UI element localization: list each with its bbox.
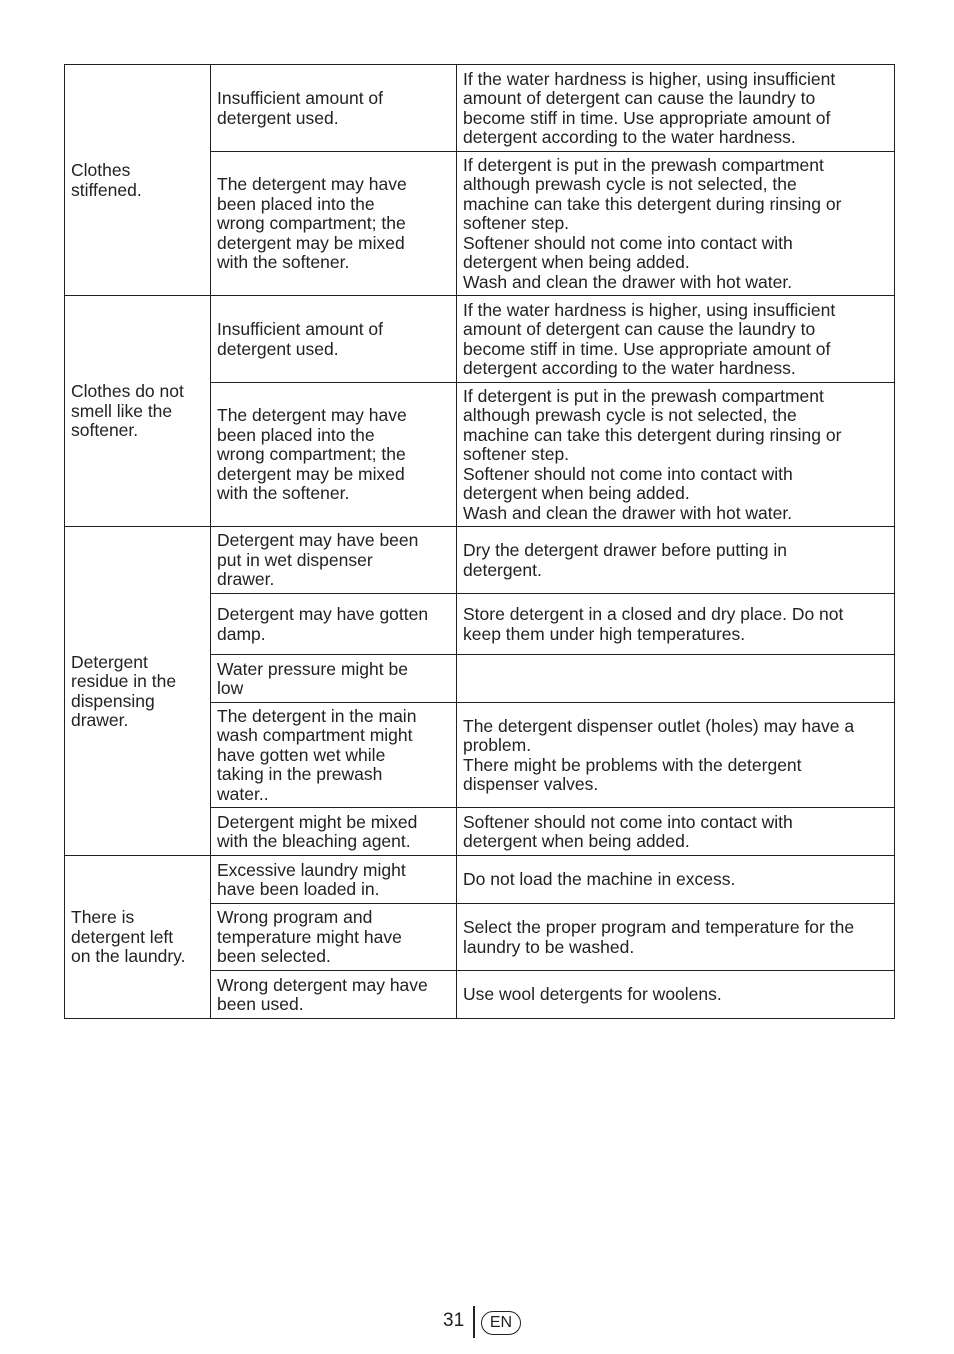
language-badge: EN <box>481 1311 521 1335</box>
footer-divider <box>473 1306 475 1338</box>
cause-cell: Detergent may have gotten damp. <box>211 594 457 655</box>
problem-cell: Clothes stiffened. <box>65 65 211 296</box>
cause-cell: Excessive laundry might have been loaded in. <box>211 856 457 904</box>
troubleshooting-table <box>64 64 895 1019</box>
cause-cell: Wrong detergent may have been used. <box>211 971 457 1019</box>
table-row <box>65 296 895 383</box>
solution-cell <box>457 655 895 703</box>
solution-cell: If the water hardness is higher, using insufficient amount of detergent can cause the laundry to become stiff in time. Use appropriate amount of detergent according to the water hardness. <box>457 296 895 383</box>
cause-cell: Detergent might be mixed with the bleaching agent. <box>211 808 457 856</box>
cause-cell: The detergent in the main wash compartment might have gotten wet while taking in the prewash water.. <box>211 703 457 808</box>
solution-cell: If the water hardness is higher, using insufficient amount of detergent can cause the laundry to become stiff in time. Use appropriate amount of detergent according to the water hardness. <box>457 65 895 152</box>
solution-cell: If detergent is put in the prewash compartment although prewash cycle is not selected, the machine can take this detergent during rinsing or softener step. Softener should not come into contact with detergent when being added. Wash and clean the drawer with hot water. <box>457 152 895 296</box>
cause-cell: The detergent may have been placed into the wrong compartment; the detergent may be mixed with the softener. <box>211 383 457 527</box>
solution-cell: The detergent dispenser outlet (holes) may have a problem. There might be problems with the detergent dispenser valves. <box>457 703 895 808</box>
solution-cell: Do not load the machine in excess. <box>457 856 895 904</box>
cause-cell: Water pressure might be low <box>211 655 457 703</box>
table-row <box>65 527 895 594</box>
table-row <box>65 65 895 152</box>
cause-cell: The detergent may have been placed into the wrong compartment; the detergent may be mixed with the softener. <box>211 152 457 296</box>
solution-cell: If detergent is put in the prewash compartment although prewash cycle is not selected, the machine can take this detergent during rinsing or softener step. Softener should not come into contact with detergent when being added. Wash and clean the drawer with hot water. <box>457 383 895 527</box>
page-footer <box>0 1306 954 1340</box>
cause-cell: Wrong program and temperature might have been selected. <box>211 904 457 971</box>
cause-cell: Detergent may have been put in wet dispenser drawer. <box>211 527 457 594</box>
cause-cell: Insufficient amount of detergent used. <box>211 296 457 383</box>
page-number: 31 <box>443 1310 465 1331</box>
problem-cell: Clothes do not smell like the softener. <box>65 296 211 527</box>
solution-cell: Softener should not come into contact with detergent when being added. <box>457 808 895 856</box>
solution-cell: Dry the detergent drawer before putting in detergent. <box>457 527 895 594</box>
table-row <box>65 856 895 904</box>
problem-cell: There is detergent left on the laundry. <box>65 856 211 1019</box>
solution-cell: Store detergent in a closed and dry place. Do not keep them under high temperatures. <box>457 594 895 655</box>
solution-cell: Select the proper program and temperature for the laundry to be washed. <box>457 904 895 971</box>
problem-cell: Detergent residue in the dispensing drawer. <box>65 527 211 856</box>
cause-cell: Insufficient amount of detergent used. <box>211 65 457 152</box>
solution-cell: Use wool detergents for woolens. <box>457 971 895 1019</box>
